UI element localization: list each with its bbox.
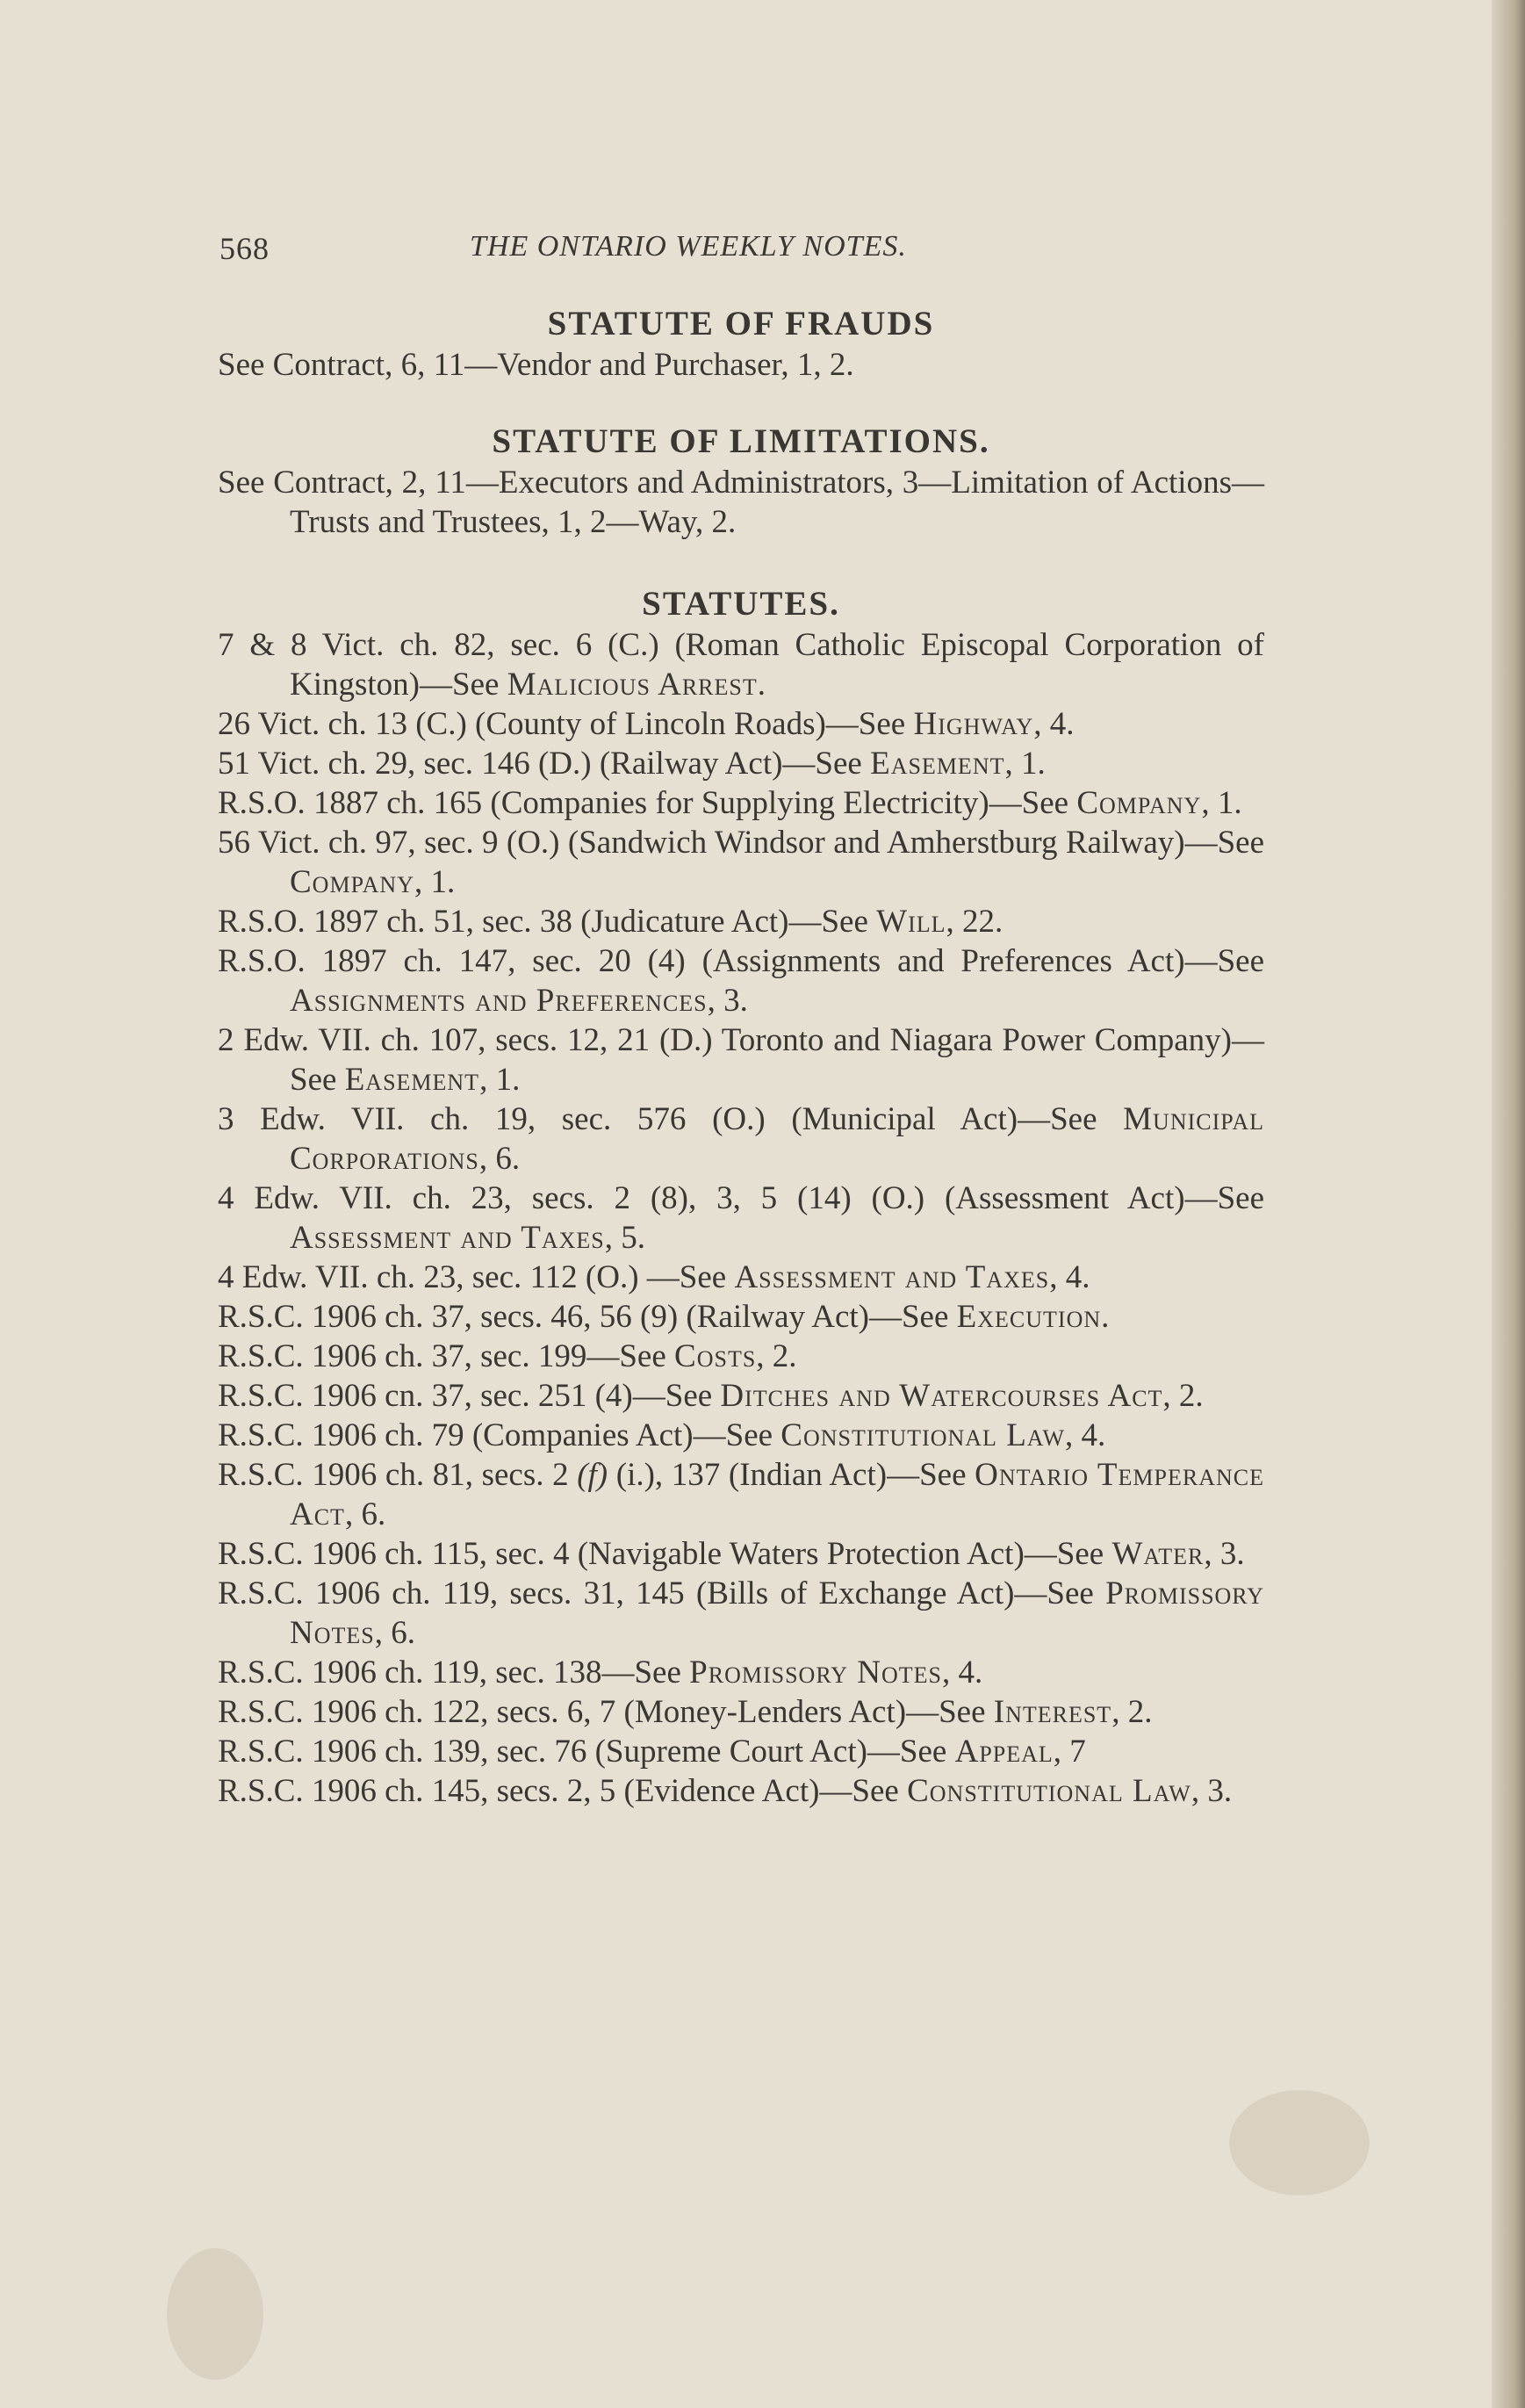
cross-reference-number: , 3. — [1191, 1773, 1233, 1809]
italic-subsection: (f) — [577, 1457, 608, 1493]
statute-entry — [218, 1653, 1264, 1692]
cross-reference-number: , 4. — [1049, 1259, 1090, 1295]
spacer — [218, 542, 1264, 583]
cross-reference-title: Highway — [913, 706, 1034, 742]
cross-reference-number: , 1. — [414, 864, 456, 900]
statute-citation: 56 Vict. ch. 97, sec. 9 (O.) (Sandwich Windsor and Amherstburg Railway)—See — [218, 825, 1264, 861]
statute-entry — [218, 704, 1264, 744]
statute-entry — [218, 1376, 1264, 1416]
cross-reference-title: Company — [290, 864, 414, 900]
statute-entry — [218, 1771, 1264, 1811]
cross-reference-title: Will — [876, 904, 946, 940]
statute-citation: R.S.C. 1906 ch. 81, secs. 2 — [218, 1457, 578, 1493]
index-content — [218, 303, 1264, 1811]
statute-entry — [218, 625, 1264, 704]
section-statutes — [218, 583, 1264, 1811]
statute-citation: R.S.C. 1906 ch. 119, secs. 31, 145 (Bills of Exchange Act)—See — [218, 1575, 1106, 1611]
cross-reference-title: Water — [1111, 1536, 1205, 1572]
cross-reference-title: Assessment and Taxes — [290, 1220, 605, 1256]
statute-citation: 7 & 8 Vict. ch. 82, sec. 6 (C.) (Roman Catholic Episcopal Corporation of Kingston)—See — [218, 627, 1264, 703]
statute-citation: R.S.C. 1906 ch. 79 (Companies Act)—See — [218, 1417, 781, 1453]
statute-citation: R.S.C. 1906 ch. 122, secs. 6, 7 (Money-Lenders Act)—See — [218, 1694, 994, 1730]
statute-entry — [218, 1732, 1264, 1771]
statute-citation: 3 Edw. VII. ch. 19, sec. 576 (O.) (Municipal Act)—See — [218, 1101, 1124, 1137]
cross-reference: See Contract, 6, 11—Vendor and Purchaser, 1, 2. — [218, 347, 854, 383]
statute-citation: R.S.C. 1906 ch. 115, sec. 4 (Navigable Waters Protection Act)—See — [218, 1536, 1112, 1572]
statute-citation: 26 Vict. ch. 13 (C.) (County of Lincoln Roads)—See — [218, 706, 914, 742]
statute-entry — [218, 823, 1264, 902]
cross-reference-title: Execution. — [956, 1299, 1111, 1335]
statute-entry — [218, 783, 1264, 823]
statute-citation: 51 Vict. ch. 29, sec. 146 (D.) (Railway Act)—See — [218, 746, 871, 782]
cross-reference-number: , 2. — [756, 1338, 797, 1374]
cross-reference-number: , 3. — [707, 983, 748, 1019]
cross-reference-title: Ditches and Watercourses Act — [720, 1378, 1163, 1414]
statute-citation: 4 Edw. VII. ch. 23, secs. 2 (8), 3, 5 (14) (O.) (Assessment Act)—See — [218, 1180, 1264, 1216]
statute-citation: R.S.O. 1897 ch. 51, sec. 38 (Judicature Act)—See — [218, 904, 877, 940]
statute-entry — [218, 1020, 1264, 1099]
paper-stain — [167, 2248, 263, 2380]
cross-reference-title: Constitutional Law — [780, 1417, 1066, 1453]
paper-stain — [1229, 2090, 1370, 2195]
statute-entry — [218, 1297, 1264, 1337]
statute-entry — [218, 1455, 1264, 1534]
cross-reference-number: , 2. — [1111, 1694, 1153, 1730]
cross-reference-title: Easement — [870, 746, 1005, 782]
statute-entry — [218, 902, 1264, 941]
section-statute-of-frauds — [218, 303, 1264, 385]
statute-citation: R.S.O. 1887 ch. 165 (Companies for Supplying Electricity)—See — [218, 785, 1077, 821]
cross-reference-number: , 1. — [1201, 785, 1242, 821]
cross-reference-number: , 4. — [941, 1655, 983, 1691]
spacer — [218, 385, 1264, 421]
cross-reference-number: , 6. — [374, 1615, 415, 1651]
cross-reference-number: , 2. — [1162, 1378, 1204, 1414]
journal-title: THE ONTARIO WEEKLY NOTES. — [470, 230, 907, 263]
statute-citation: 2 Edw. VII. ch. 107, secs. 12, 21 (D.) Toronto and Niagara Power Company)—See — [218, 1022, 1264, 1098]
statute-citation: R.S.C. 1906 ch. 37, sec. 199—See — [218, 1338, 675, 1374]
section-heading: STATUTE OF FRAUDS — [547, 305, 935, 342]
statute-citation: R.S.C. 1906 cn. 37, sec. 251 (4)—See — [218, 1378, 721, 1414]
section-statute-of-limitations — [218, 421, 1264, 542]
cross-reference-title: Constitutional Law — [907, 1773, 1191, 1809]
statute-entry — [218, 744, 1264, 783]
statute-citation: 4 Edw. VII. ch. 23, sec. 112 (O.) —See — [218, 1259, 735, 1295]
cross-reference-number: , 1. — [1004, 746, 1046, 782]
statute-citation-cont: (i.), 137 (Indian Act)—See — [608, 1457, 975, 1493]
statute-entry — [218, 1534, 1264, 1574]
cross-reference-title: Municipal Corporations — [290, 1101, 1264, 1177]
cross-reference-title: Assignments and Preferences — [290, 983, 708, 1019]
statute-citation: R.S.C. 1906 ch. 37, secs. 46, 56 (9) (Railway Act)—See — [218, 1299, 957, 1335]
statute-entry — [218, 1416, 1264, 1455]
cross-reference-number: , 22. — [946, 904, 1003, 940]
cross-reference-number: , 6. — [478, 1141, 521, 1177]
page-edge — [1492, 0, 1525, 2408]
running-head — [219, 230, 1264, 274]
cross-reference-title: Promissory Notes — [689, 1655, 942, 1691]
statute-entry — [218, 1337, 1264, 1376]
statute-entry — [218, 941, 1264, 1020]
cross-reference-title: Easement — [344, 1062, 480, 1098]
cross-reference-number: , 6. — [344, 1496, 386, 1532]
statute-entry — [218, 1099, 1264, 1179]
cross-reference-number: , 4. — [1033, 706, 1075, 742]
cross-reference-number: , 3. — [1204, 1536, 1245, 1572]
statute-entry — [218, 1179, 1264, 1258]
cross-reference-number: , 4. — [1065, 1417, 1106, 1453]
cross-reference-title: Assessment and Taxes — [734, 1259, 1050, 1295]
cross-reference-title: Appeal — [954, 1734, 1054, 1770]
cross-reference: See Contract, 2, 11—Executors and Administrators, 3—Limitation of Actions—Trusts and Trustees, 1, 2—Way, 2. — [218, 465, 1264, 540]
statute-citation: R.S.C. 1906 ch. 139, sec. 76 (Supreme Court Act)—See — [218, 1734, 955, 1770]
statute-citation: R.S.O. 1897 ch. 147, sec. 20 (4) (Assignments and Preferences Act)—See — [218, 943, 1264, 979]
statute-entry — [218, 1574, 1264, 1653]
section-heading: STATUTES. — [642, 585, 840, 623]
section-heading: STATUTE OF LIMITATIONS. — [492, 422, 990, 460]
cross-reference-number: , 7 — [1053, 1734, 1086, 1770]
cross-reference-title: Interest — [993, 1694, 1112, 1730]
cross-reference-title: Promissory Notes — [290, 1575, 1264, 1651]
cross-reference-title: Ontario Temperance Act — [290, 1457, 1264, 1532]
statute-list — [218, 625, 1264, 1811]
statute-entry — [218, 1692, 1264, 1732]
page-number: 568 — [219, 231, 270, 266]
statute-citation: R.S.C. 1906 ch. 145, secs. 2, 5 (Evidence Act)—See — [218, 1773, 908, 1809]
cross-reference-number: , 1. — [479, 1062, 521, 1098]
statute-entry — [218, 1258, 1264, 1297]
statute-citation: R.S.C. 1906 ch. 119, sec. 138—See — [218, 1655, 690, 1691]
cross-reference-title: Company — [1076, 785, 1202, 821]
cross-reference-title: Costs — [674, 1338, 757, 1374]
cross-reference-number: , 5. — [604, 1220, 646, 1256]
cross-reference-title: Malicious Arrest. — [507, 667, 767, 703]
